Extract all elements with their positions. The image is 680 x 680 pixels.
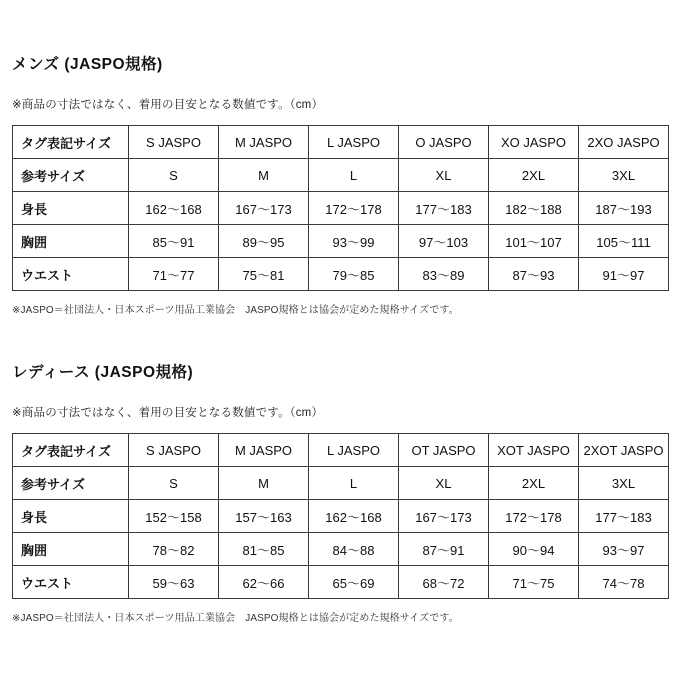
- mens-size-table: [12, 125, 669, 291]
- column-header-cell: L JASPO: [309, 434, 399, 467]
- table-cell: 167〜173: [399, 500, 489, 533]
- ladies-section-title: レディース (JASPO規格): [12, 364, 194, 381]
- column-header-cell: M JASPO: [219, 434, 309, 467]
- table-cell: 71〜75: [489, 566, 579, 599]
- table-cell: 162〜168: [129, 192, 219, 225]
- table-cell: 75〜81: [219, 258, 309, 291]
- table-cell: S: [129, 467, 219, 500]
- column-header-cell: L JASPO: [309, 126, 399, 159]
- section-gap: [12, 316, 668, 360]
- column-header-cell: M JASPO: [219, 126, 309, 159]
- mens-footnote: ※JASPO＝社団法人・日本スポーツ用品工業協会 JASPO規格とは協会が定めた規格サイズです。: [12, 305, 459, 316]
- table-cell: 172〜178: [309, 192, 399, 225]
- column-header-cell: 2XO JASPO: [579, 126, 669, 159]
- table-cell: 59〜63: [129, 566, 219, 599]
- table-cell: 93〜97: [579, 533, 669, 566]
- table-row: [13, 126, 669, 159]
- table-cell: 91〜97: [579, 258, 669, 291]
- row-header-cell: ウエスト: [13, 258, 129, 291]
- table-cell: 71〜77: [129, 258, 219, 291]
- column-header-cell: XO JASPO: [489, 126, 579, 159]
- column-header-cell: O JASPO: [399, 126, 489, 159]
- table-cell: 74〜78: [579, 566, 669, 599]
- table-row: [13, 434, 669, 467]
- table-cell: 87〜93: [489, 258, 579, 291]
- table-cell: 62〜66: [219, 566, 309, 599]
- row-header-cell: ウエスト: [13, 566, 129, 599]
- table-cell: 3XL: [579, 467, 669, 500]
- table-cell: 97〜103: [399, 225, 489, 258]
- mens-section-note: ※商品の寸法ではなく、着用の目安となる数値です。（cm）: [12, 99, 324, 111]
- table-cell: S: [129, 159, 219, 192]
- table-cell: 79〜85: [309, 258, 399, 291]
- table-cell: 89〜95: [219, 225, 309, 258]
- ladies-footnote: ※JASPO＝社団法人・日本スポーツ用品工業協会 JASPO規格とは協会が定めた規格サイズです。: [12, 613, 459, 624]
- table-cell: L: [309, 159, 399, 192]
- table-row: [13, 225, 669, 258]
- table-cell: 152〜158: [129, 500, 219, 533]
- table-cell: 3XL: [579, 159, 669, 192]
- table-cell: 78〜82: [129, 533, 219, 566]
- table-cell: 87〜91: [399, 533, 489, 566]
- table-cell: XL: [399, 159, 489, 192]
- table-cell: 172〜178: [489, 500, 579, 533]
- table-cell: 101〜107: [489, 225, 579, 258]
- row-header-cell: 胸囲: [13, 225, 129, 258]
- mens-section-title: メンズ (JASPO規格): [12, 56, 163, 73]
- table-cell: 177〜183: [399, 192, 489, 225]
- column-header-cell: タグ表記サイズ: [13, 434, 129, 467]
- table-row: [13, 566, 669, 599]
- table-cell: 177〜183: [579, 500, 669, 533]
- column-header-cell: XOT JASPO: [489, 434, 579, 467]
- table-cell: 167〜173: [219, 192, 309, 225]
- column-header-cell: OT JASPO: [399, 434, 489, 467]
- table-cell: 2XL: [489, 467, 579, 500]
- table-row: [13, 500, 669, 533]
- table-cell: L: [309, 467, 399, 500]
- row-header-cell: 参考サイズ: [13, 159, 129, 192]
- ladies-section-note: ※商品の寸法ではなく、着用の目安となる数値です。（cm）: [12, 407, 324, 419]
- row-header-cell: 参考サイズ: [13, 467, 129, 500]
- table-cell: 105〜111: [579, 225, 669, 258]
- table-row: [13, 467, 669, 500]
- column-header-cell: タグ表記サイズ: [13, 126, 129, 159]
- table-cell: 68〜72: [399, 566, 489, 599]
- column-header-cell: S JASPO: [129, 434, 219, 467]
- table-cell: 162〜168: [309, 500, 399, 533]
- column-header-cell: 2XOT JASPO: [579, 434, 669, 467]
- column-header-cell: S JASPO: [129, 126, 219, 159]
- table-cell: XL: [399, 467, 489, 500]
- table-cell: 2XL: [489, 159, 579, 192]
- top-spacer: [12, 0, 668, 52]
- ladies-size-table: [12, 433, 669, 599]
- ladies-size-section: [12, 360, 668, 624]
- table-cell: 84〜88: [309, 533, 399, 566]
- row-header-cell: 身長: [13, 192, 129, 225]
- table-row: [13, 258, 669, 291]
- table-row: [13, 533, 669, 566]
- row-header-cell: 身長: [13, 500, 129, 533]
- table-cell: M: [219, 467, 309, 500]
- table-row: [13, 159, 669, 192]
- table-cell: M: [219, 159, 309, 192]
- table-cell: 187〜193: [579, 192, 669, 225]
- table-row: [13, 192, 669, 225]
- table-cell: 90〜94: [489, 533, 579, 566]
- table-cell: 93〜99: [309, 225, 399, 258]
- mens-size-section: [12, 52, 668, 316]
- table-cell: 182〜188: [489, 192, 579, 225]
- table-cell: 85〜91: [129, 225, 219, 258]
- table-cell: 81〜85: [219, 533, 309, 566]
- row-header-cell: 胸囲: [13, 533, 129, 566]
- table-cell: 157〜163: [219, 500, 309, 533]
- table-cell: 65〜69: [309, 566, 399, 599]
- table-cell: 83〜89: [399, 258, 489, 291]
